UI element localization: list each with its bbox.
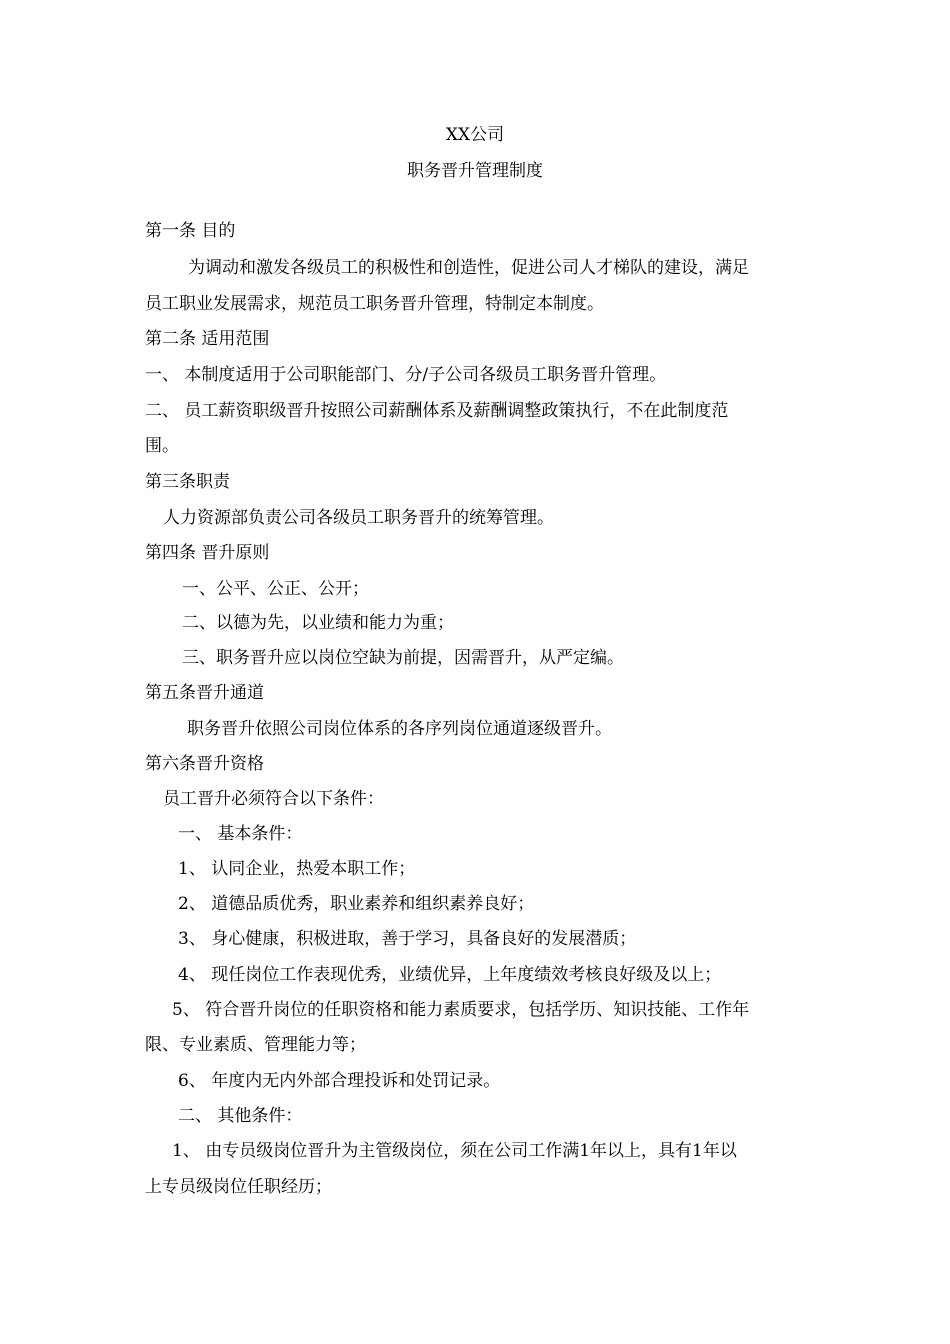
article-6-other-1: 1、 由专员级岗位晋升为主管级岗位，须在公司工作满1年以上，具有1年以 xyxy=(172,1141,737,1161)
article-6-condition-1: 1、 认同企业，热爱本职工作； xyxy=(178,859,416,879)
article-6-condition-5: 5、 符合晋升岗位的任职资格和能力素质要求，包括学历、知识技能、工作年 xyxy=(172,1000,750,1020)
article-2-item-1: 一、 本制度适用于公司职能部门、分/子公司各级员工职务晋升管理。 xyxy=(145,365,667,385)
article-6-other-1-cont: 上专员级岗位任职经历； xyxy=(145,1177,332,1197)
article-6-intro: 员工晋升必须符合以下条件： xyxy=(163,789,384,809)
article-6-heading: 第六条晋升资格 xyxy=(145,754,264,774)
article-5-heading: 第五条晋升通道 xyxy=(145,683,264,703)
article-6-condition-2: 2、 道德品质优秀，职业素养和组织素养良好； xyxy=(178,894,535,914)
article-6-condition-3: 3、 身心健康，积极进取，善于学习，具备良好的发展潜质； xyxy=(178,929,637,949)
article-4-heading: 第四条 晋升原则 xyxy=(145,543,270,563)
article-1-heading: 第一条 目的 xyxy=(145,221,236,241)
article-6-section-1: 一、 基本条件： xyxy=(178,824,303,844)
article-2-item-2-cont: 围。 xyxy=(145,436,179,456)
company-title: XX公司 xyxy=(445,125,505,145)
article-4-item-3: 三、职务晋升应以岗位空缺为前提，因需晋升，从严定编。 xyxy=(182,648,624,668)
article-6-condition-6: 6、 年度内无内外部合理投诉和处罚记录。 xyxy=(178,1071,501,1091)
article-4-item-2: 二、以德为先，以业绩和能力为重； xyxy=(182,613,454,633)
article-5-paragraph: 职务晋升依照公司岗位体系的各序列岗位通道逐级晋升。 xyxy=(187,719,612,739)
article-6-section-2: 二、 其他条件： xyxy=(178,1106,303,1126)
article-1-paragraph-cont: 员工职业发展需求，规范员工职务晋升管理，特制定本制度。 xyxy=(145,294,604,314)
article-2-item-2: 二、 员工薪资职级晋升按照公司薪酬体系及薪酬调整政策执行，不在此制度范 xyxy=(145,401,729,421)
document-subtitle: 职务晋升管理制度 xyxy=(407,161,543,181)
article-3-paragraph: 人力资源部负责公司各级员工职务晋升的统筹管理。 xyxy=(163,508,554,528)
article-1-paragraph: 为调动和激发各级员工的积极性和创造性，促进公司人才梯队的建设，满足 xyxy=(188,258,749,278)
article-3-heading: 第三条职责 xyxy=(145,472,230,492)
article-6-condition-4: 4、 现任岗位工作表现优秀，业绩优异，上年度绩效考核良好级及以上； xyxy=(178,965,722,985)
article-4-item-1: 一、公平、公正、公开； xyxy=(182,579,369,599)
article-6-condition-5-cont: 限、专业素质、管理能力等； xyxy=(145,1035,366,1055)
article-2-heading: 第二条 适用范围 xyxy=(145,329,270,349)
